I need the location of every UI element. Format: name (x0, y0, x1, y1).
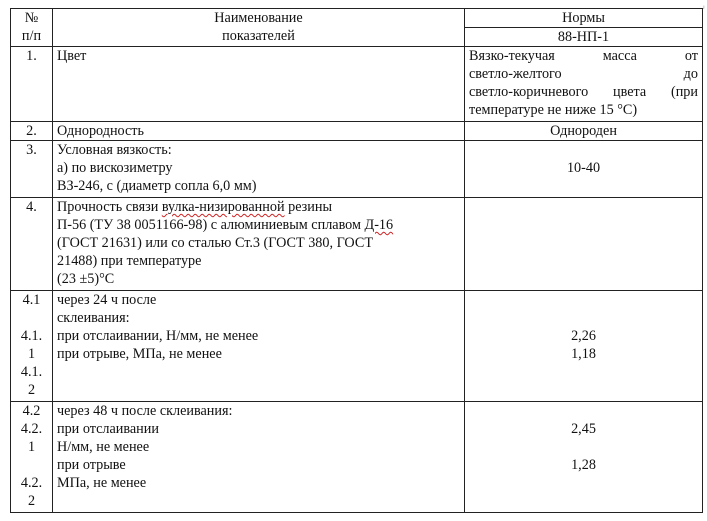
header-norms-grade: 88-НП-1 (557, 29, 610, 45)
row-number-line2: 4.2. (20, 421, 43, 437)
row-name (53, 291, 465, 402)
row-number: 3. (11, 141, 53, 198)
row-name-line5: (23 ±5)°С (57, 271, 115, 287)
header-name-line1: Наименование (214, 10, 303, 26)
row-name: Однородность (53, 122, 465, 141)
row-name-line4: 21488) при температуре (57, 253, 202, 269)
row-norm-value2: 1,18 (571, 346, 596, 362)
row-number-line5: 2 (27, 382, 36, 398)
row-name-line3: Н/мм, не менее (57, 439, 150, 455)
row-name (53, 141, 465, 198)
row-number-line5: 2 (27, 493, 36, 509)
row-norm: Однороден (465, 122, 703, 141)
spellcheck-word: вулка-низированной (161, 199, 285, 215)
row-name-line1-part1: Прочность связи (57, 199, 162, 215)
row-number-line1: 4.1 (22, 292, 41, 308)
row-number-spacer (15, 456, 48, 474)
row-norm-spacer (469, 402, 698, 420)
row-name-line1-part3: резины (284, 199, 332, 215)
row-norm (465, 47, 703, 122)
row-norm-line2: светло-желтого до (469, 66, 698, 82)
table-row (11, 402, 703, 513)
row-norm-line4: температуре не ниже 15 °С) (469, 102, 638, 118)
row-number: 4. (11, 198, 53, 291)
table-header-row (11, 9, 703, 47)
row-name-line5: МПа, не менее (57, 475, 147, 491)
spellcheck-alloy: Д-16 (364, 217, 394, 233)
row-number-line2: 4.1. (20, 328, 43, 344)
header-number-label: п/п (21, 28, 42, 44)
row-number-line3: 1 (27, 439, 36, 455)
row-number: 1. (11, 47, 53, 122)
row-norm-value2: 1,28 (571, 457, 596, 473)
header-norms-cell (465, 9, 703, 47)
header-name-cell (53, 9, 465, 47)
row-name-line3: (ГОСТ 21631) или со сталью Ст.3 (ГОСТ 380, ГОСТ (57, 235, 373, 251)
row-number-spacer (15, 309, 48, 327)
row-name-line2: а) по вискозиметру (57, 160, 173, 176)
row-number (11, 291, 53, 402)
row-name-line2: склеивания: (57, 310, 130, 326)
row-norm (465, 141, 703, 198)
header-number-symbol: № (24, 10, 39, 26)
row-number-line4: 4.1. (20, 364, 43, 380)
row-name-line4: при отрыве, МПа, не менее (57, 346, 222, 362)
table-row (11, 122, 703, 141)
row-number (11, 402, 53, 513)
row-norm (465, 402, 703, 513)
row-norm-line3: светло-коричневого цвета (при (469, 84, 698, 100)
row-name-line4: при отрыве (57, 457, 126, 473)
row-number-line1: 4.2 (22, 403, 41, 419)
header-norms-title: Нормы (465, 9, 702, 28)
row-norm-value1: 2,45 (571, 421, 596, 437)
row-norm-spacer (469, 438, 698, 456)
row-norm-spacer (469, 309, 698, 327)
row-name-line1: через 24 ч после (57, 292, 157, 308)
row-name-line3: при отслаивании, Н/мм, не менее (57, 328, 259, 344)
row-name-line1: Условная вязкость: (57, 142, 172, 158)
header-number-cell (11, 9, 53, 47)
table-row (11, 47, 703, 122)
row-number-line4: 4.2. (20, 475, 43, 491)
row-norm-spacer (469, 291, 698, 309)
row-name-line2: при отслаивании (57, 421, 159, 437)
row-norm-spacer (469, 141, 698, 159)
row-norm-value1: 2,26 (571, 328, 596, 344)
corner-resize-marker: ⌟ (700, 1, 705, 11)
table-row (11, 198, 703, 291)
row-name-line1 (57, 198, 460, 216)
indicators-table (10, 8, 703, 513)
table-row (11, 291, 703, 402)
row-name-line1: через 48 ч после склеивания: (57, 403, 233, 419)
row-name-line2 (57, 216, 460, 234)
row-number: 2. (11, 122, 53, 141)
row-norm (465, 291, 703, 402)
header-name-line2: показателей (222, 28, 295, 44)
row-name (53, 198, 465, 291)
row-norm-value: 10-40 (566, 160, 601, 176)
row-name (53, 402, 465, 513)
table-row (11, 141, 703, 198)
row-name-line2-part1: П-56 (ТУ 38 0051166-98) с алюминиевым сплавом (57, 217, 365, 233)
row-name-line3: ВЗ-246, с (диаметр сопла 6,0 мм) (57, 178, 257, 194)
row-name: Цвет (53, 47, 465, 122)
row-norm-empty (465, 198, 703, 291)
row-number-line3: 1 (27, 346, 36, 362)
row-norm-line1: Вязко-текучая масса от (469, 48, 698, 64)
